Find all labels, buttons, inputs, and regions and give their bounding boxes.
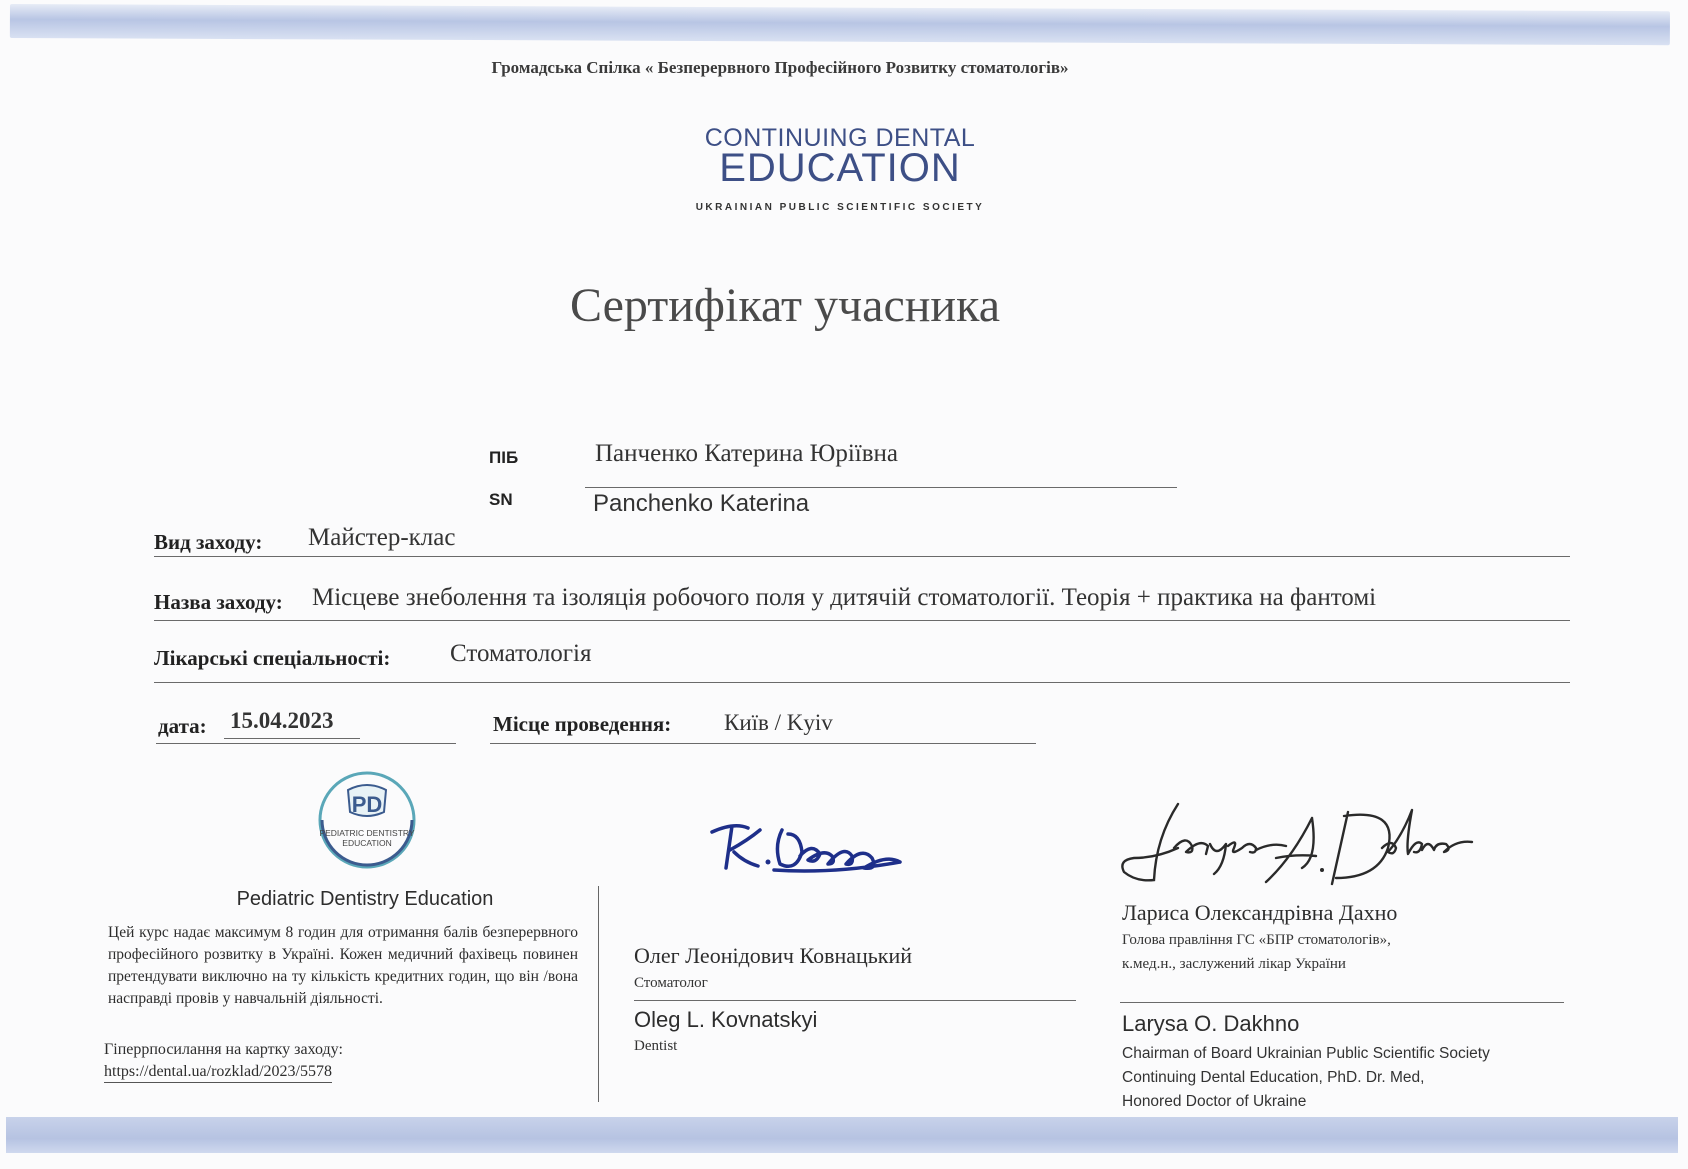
specialty-value: Стоматологія <box>450 640 592 667</box>
organization-name: Громадська Спілка « Безперервного Професійного Розвитку стоматологів» <box>491 58 1069 77</box>
sn-label: SN <box>489 490 513 509</box>
pde-caption: Pediatric Dentistry Education <box>236 888 494 910</box>
event-link[interactable]: https://dental.ua/rozklad/2023/5578 <box>104 1063 332 1083</box>
link-label: Гіперрпосилання на картку заходу: <box>104 1041 343 1058</box>
signatory1-name-ua: Олег Леонідович Ковнацький <box>634 943 913 968</box>
signatory1-divider <box>634 1000 1076 1001</box>
signatory2-name-ua: Лариса Олександрівна Дахно <box>1122 900 1398 925</box>
signatory1-name-en: Oleg L. Kovnatskyi <box>634 1007 818 1032</box>
signatory2-role-ua-2: к.мед.н., заслужений лікар України <box>1122 956 1346 972</box>
bottom-decorative-band <box>6 1117 1678 1153</box>
pde-logo <box>312 768 422 872</box>
pde-logo-text1: PEDIATRIC DENTISTRY <box>319 828 415 838</box>
event-name-underline <box>154 620 1570 621</box>
signature-dakhno <box>1116 798 1476 890</box>
place-label: Місце проведення: <box>493 712 672 736</box>
signatory1-role-en: Dentist <box>634 1038 678 1054</box>
event-type-label: Вид заходу: <box>154 530 263 554</box>
event-type-value: Майстер-клас <box>308 524 456 551</box>
cpd-note: Цей курс надає максимум 8 годин для отримання балів безперервного професійного розвитку в Україні. Кожен медичний фахівець повинен претендувати виключно на ту кількість кредитних годин, що він /вона насправді провів у навчальній діяльності. <box>108 924 578 1007</box>
cde-logo-line3: UKRAINIAN PUBLIC SCIENTIFIC SOCIETY <box>695 202 985 213</box>
signatory2-role-ua-1: Голова правління ГС «БПР стоматологів», <box>1122 932 1391 948</box>
event-name-label: Назва заходу: <box>154 590 283 614</box>
top-decorative-band <box>10 4 1670 45</box>
date-value-underline <box>224 738 360 739</box>
column-divider <box>598 886 599 1102</box>
place-value: Київ / Kyiv <box>724 710 833 735</box>
date-underline <box>156 743 456 744</box>
sn-value: Panchenko Katerina <box>593 490 810 517</box>
specialty-underline <box>154 682 1570 683</box>
specialty-label: Лікарські спеціальності: <box>154 646 391 670</box>
pib-value: Панченко Катерина Юріївна <box>595 440 898 467</box>
signatory2-role-en-1: Chairman of Board Ukrainian Public Scientific Society <box>1122 1045 1490 1062</box>
cde-logo-line1: CONTINUING DENTAL <box>704 124 976 152</box>
pib-underline <box>585 487 1177 488</box>
signatory2-role-en-2: Continuing Dental Education, PhD. Dr. Med, <box>1122 1069 1425 1086</box>
signatory2-divider <box>1120 1002 1564 1003</box>
date-value: 15.04.2023 <box>230 708 334 733</box>
event-type-underline <box>154 556 1570 557</box>
signatory2-role-en-3: Honored Doctor of Ukraine <box>1122 1093 1307 1110</box>
pde-logo-text2: EDUCATION <box>342 838 392 848</box>
place-underline <box>490 743 1036 744</box>
signatory2-name-en: Larysa O. Dakhno <box>1122 1011 1300 1036</box>
certificate-title: Сертифікат учасника <box>569 279 1001 332</box>
signatory1-role-ua: Стоматолог <box>634 975 708 991</box>
cde-logo <box>680 118 1000 218</box>
event-name-value: Місцеве знеболення та ізоляція робочого поля у дитячій стоматології. Теорія + практика на фантомі <box>312 584 1377 611</box>
signature-kovnatskyi <box>704 812 914 888</box>
cde-logo-line2: EDUCATION <box>719 146 961 190</box>
pib-label: ПІБ <box>489 448 519 467</box>
svg-text:PD: PD <box>351 792 383 817</box>
date-label: дата: <box>158 714 207 738</box>
